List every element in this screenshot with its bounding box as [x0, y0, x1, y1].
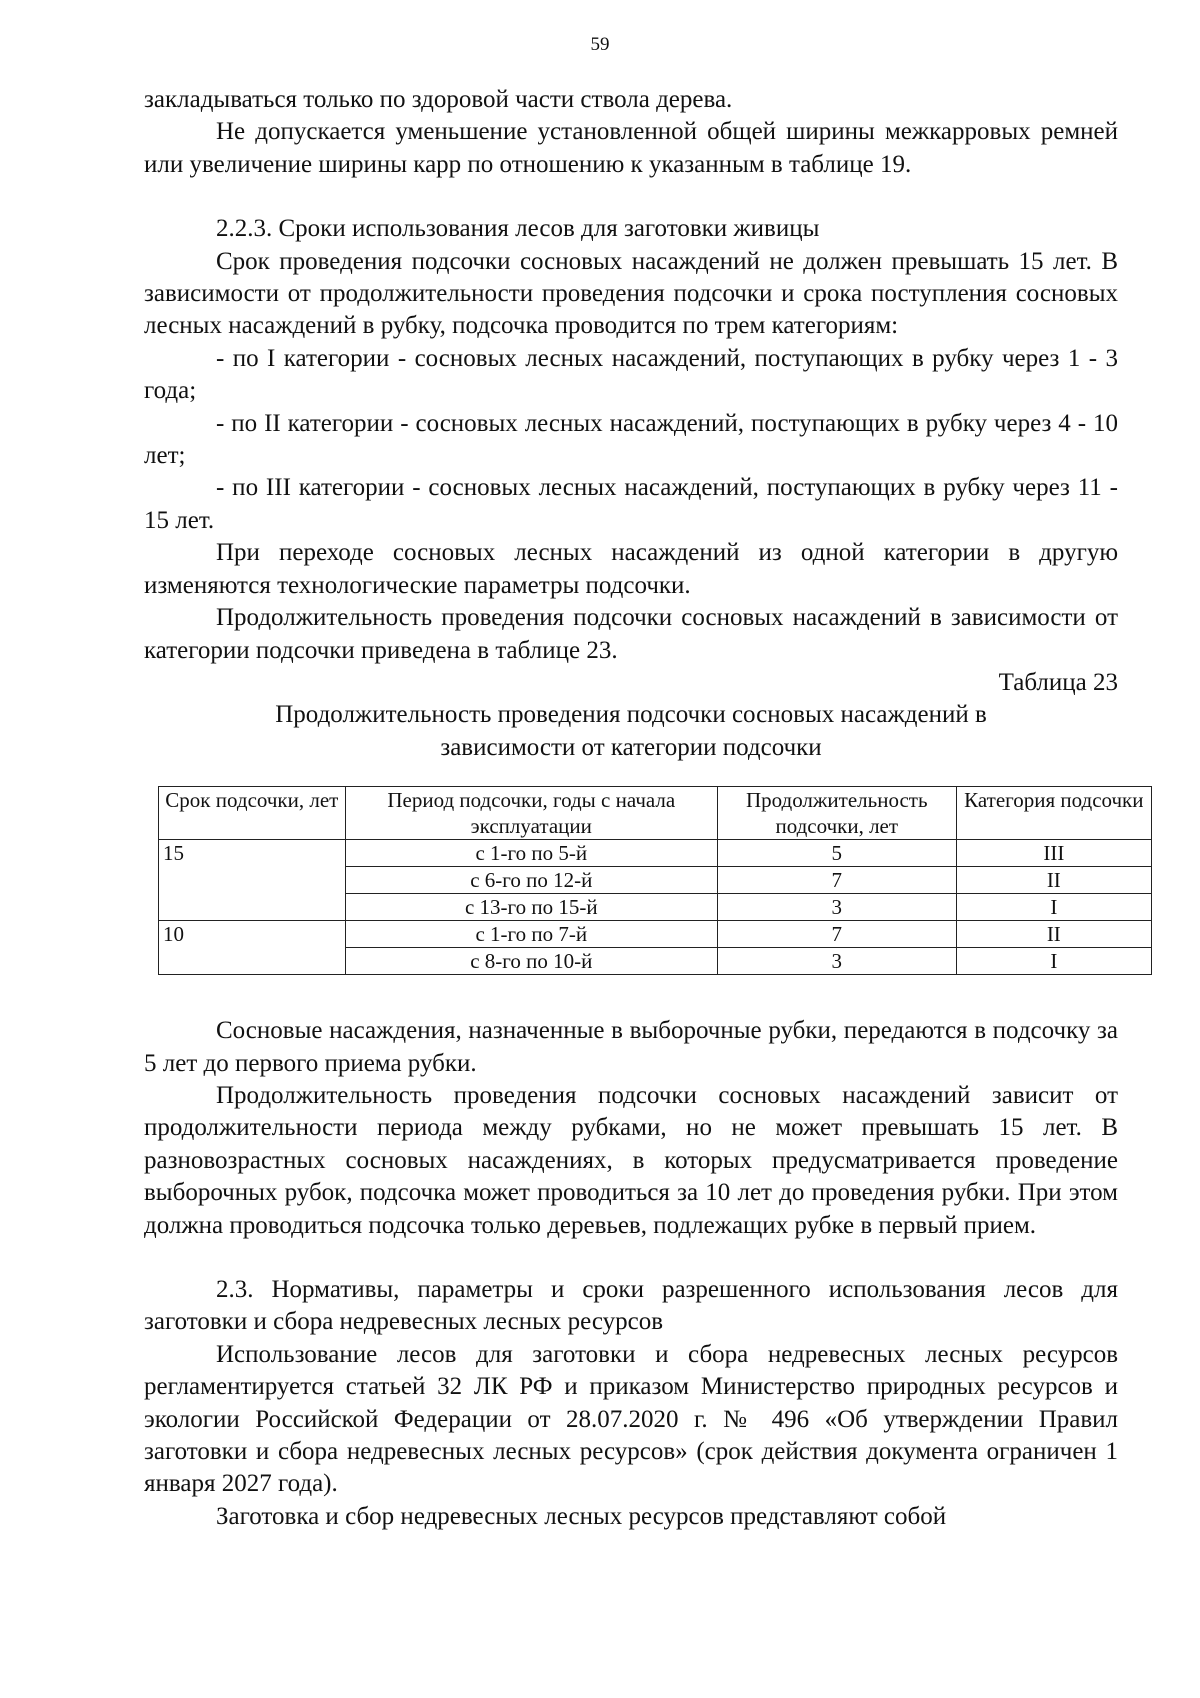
category-cell: I	[956, 948, 1151, 975]
period-cell: с 1-го по 7-й	[345, 921, 717, 948]
list-item: - по III категории - сосновых лесных насаждений, поступающих в рубку через 11 - 15 лет.	[144, 474, 1118, 534]
section-heading: 2.3. Нормативы, параметры и сроки разрешенного использования лесов для заготовки и сбора недревесных лесных ресурсов	[144, 1275, 1118, 1336]
table-row	[159, 840, 1152, 867]
duration-cell: 5	[717, 840, 956, 867]
column-header: Период подсочки, годы с начала эксплуатации	[345, 787, 717, 840]
category-cell: III	[956, 840, 1151, 867]
page-content	[144, 84, 1144, 1533]
column-header: Категория подсочки	[956, 787, 1151, 840]
paragraph: Сосновые насаждения, назначенные в выборочные рубки, передаются в подсочку за 5 лет до первого приема рубки.	[144, 1017, 1118, 1077]
paragraph: Продолжительность проведения подсочки сосновых насаждений в зависимости от категории подсочки приведена в таблице 23.	[144, 604, 1118, 664]
category-cell: II	[956, 867, 1151, 894]
category-cell: II	[956, 921, 1151, 948]
duration-table	[158, 786, 1152, 975]
category-cell: I	[956, 894, 1151, 921]
list-item: - по II категории - сосновых лесных насаждений, поступающих в рубку через 4 - 10 лет;	[144, 409, 1118, 470]
term-cell: 10	[159, 921, 346, 975]
section-heading: 2.2.3. Сроки использования лесов для заготовки живицы	[216, 215, 820, 243]
period-cell: с 1-го по 5-й	[345, 840, 717, 867]
table-row	[159, 921, 1152, 948]
paragraph: Не допускается уменьшение установленной общей ширины межкарровых ремней или увеличение ширины карр по отношению к указанным в таблице 19.	[144, 118, 1118, 178]
table-title-line: Продолжительность проведения подсочки сосновых насаждений в	[275, 701, 987, 729]
table-header-row	[159, 787, 1152, 840]
period-cell: с 8-го по 10-й	[345, 948, 717, 975]
column-header: Продолжительность подсочки, лет	[717, 787, 956, 840]
page-number: 59	[590, 34, 610, 55]
column-header: Срок подсочки, лет	[159, 787, 346, 840]
table-label: Таблица 23	[998, 668, 1118, 696]
paragraph: Использование лесов для заготовки и сбора недревесных лесных ресурсов регламентируется статьей 32 ЛК РФ и приказом Министерство природных ресурсов и экологии Российской Федерации от 28.07.2020 г. № 496 «Об утверждении Правил заготовки и сбора недревесных лесных ресурсов» (срок действия документа ограничен 1 января 2027 года).	[144, 1340, 1118, 1498]
period-cell: с 13-го по 15-й	[345, 894, 717, 921]
table-title-line: зависимости от категории подсочки	[440, 733, 822, 761]
period-cell: с 6-го по 12-й	[345, 867, 717, 894]
list-item: - по I категории - сосновых лесных насаждений, поступающих в рубку через 1 - 3 года;	[144, 344, 1118, 405]
duration-cell: 3	[717, 894, 956, 921]
paragraph: При переходе сосновых лесных насаждений из одной категории в другую изменяются технологические параметры подсочки.	[144, 539, 1118, 599]
paragraph: Продолжительность проведения подсочки сосновых насаждений зависит от продолжительности периода между рубками, но не может превышать 15 лет. В разновозрастных сосновых насаждениях, в которых предусматривается проведение выборочных рубок, подсочка может проводиться за 10 лет до проведения рубки. При этом должна проводиться подсочка только деревьев, подлежащих рубке в первый прием.	[144, 1081, 1118, 1239]
paragraph: закладываться только по здоровой части ствола дерева.	[144, 86, 733, 113]
term-cell: 15	[159, 840, 346, 921]
paragraph: Срок проведения подсочки сосновых насаждений не должен превышать 15 лет. В зависимости от продолжительности проведения подсочки и срока поступления сосновых лесных насаждений в рубку, подсочка проводится по трем категориям:	[144, 247, 1118, 340]
paragraph: Заготовка и сбор недревесных лесных ресурсов представляют собой	[216, 1502, 947, 1530]
duration-cell: 7	[717, 921, 956, 948]
duration-cell: 7	[717, 867, 956, 894]
duration-cell: 3	[717, 948, 956, 975]
